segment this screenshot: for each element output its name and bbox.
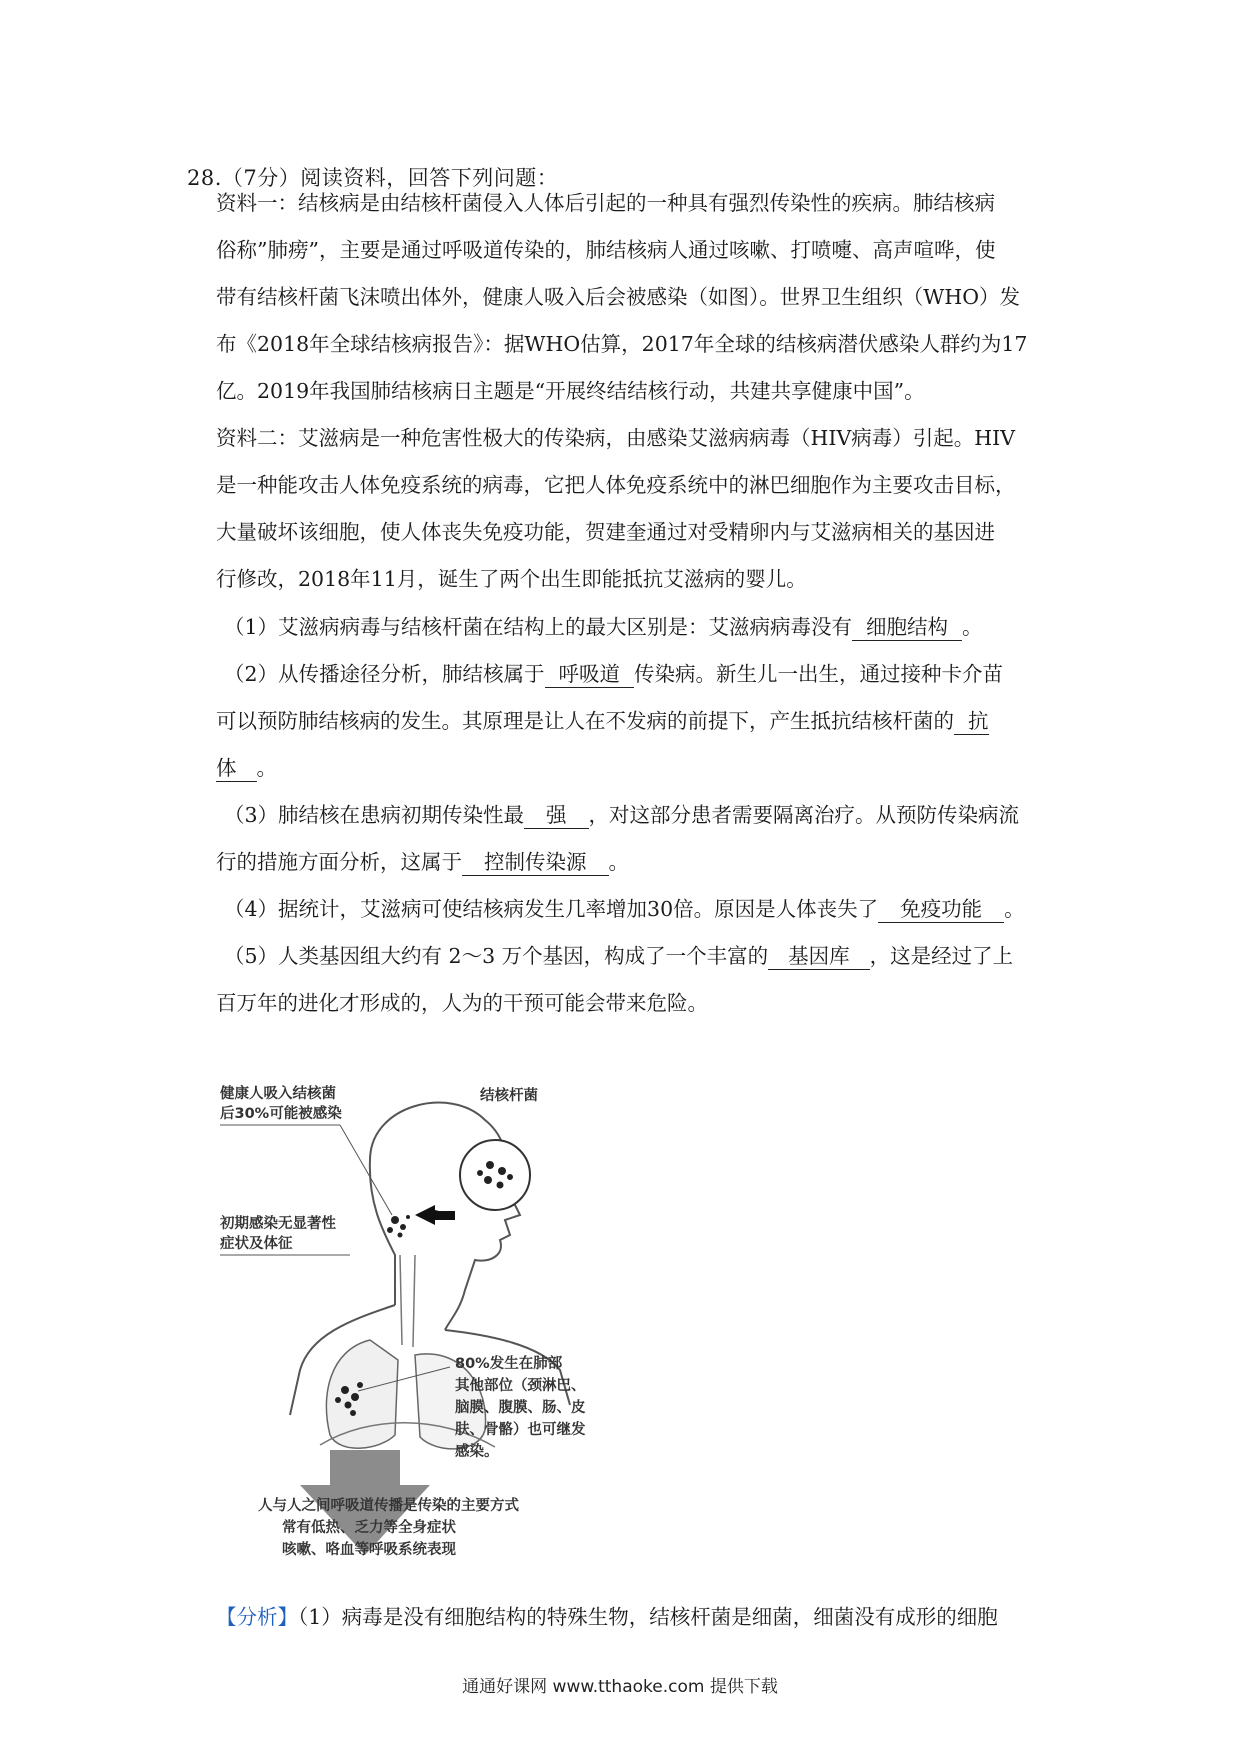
figure-label: 脑膜、腹膜、肠、皮 <box>455 1400 586 1416</box>
answer-blank: 体 <box>216 751 257 782</box>
material-one-line: 亿。2019年我国肺结核病日主题是“开展终结结核行动，共建共享健康中国”。 <box>216 379 925 403</box>
sub-question-2-line3 <box>216 751 277 782</box>
sub-question-3 <box>224 798 1019 829</box>
material-two-line: 大量破坏该细胞，使人体丧失免疫功能，贺建奎通过对受精卵内与艾滋病相关的基因进 <box>216 520 995 544</box>
figure-label: 症状及体征 <box>220 1236 293 1252</box>
material-two-line: 是一种能攻击人体免疫系统的病毒，它把人体免疫系统中的淋巴细胞作为主要攻击目标， <box>216 473 1016 497</box>
figure-label: 初期感染无显著性 <box>220 1216 336 1232</box>
analysis-tag: 【分析】 <box>216 1605 298 1629</box>
sub-question-text: （2）从传播途径分析，肺结核属于 <box>224 662 545 686</box>
figure-label: 感染。 <box>455 1444 499 1460</box>
sub-question-5-line2: 百万年的进化才形成的，人为的干预可能会带来危险。 <box>216 991 708 1015</box>
figure-label: 常有低热、乏力等全身症状 <box>282 1520 456 1536</box>
answer-blank: 呼吸道 <box>545 657 635 688</box>
sub-question-4 <box>224 892 1025 923</box>
material-one-line: 带有结核杆菌飞沫喷出体外，健康人吸入后会被感染（如图）。世界卫生组织（WHO）发 <box>216 285 1021 309</box>
figure-label: 后30%可能被感染 <box>220 1106 342 1122</box>
sub-question-2 <box>224 657 1003 688</box>
tuberculosis-illustration <box>220 1085 690 1565</box>
figure-label: 其他部位（颈淋巴、 <box>455 1378 586 1394</box>
analysis-line <box>216 1600 998 1630</box>
sub-question-text: 行的措施方面分析，这属于 <box>216 850 462 874</box>
figure-label: 80%发生在肺部 <box>455 1356 563 1372</box>
answer-blank: 细胞结构 <box>852 610 962 641</box>
figure-label: 健康人吸入结核菌 <box>220 1086 336 1102</box>
sub-question-2-line2 <box>216 704 989 735</box>
sub-question-text: ，对这部分患者需要隔离治疗。从预防传染病流 <box>588 803 1020 827</box>
sub-question-text: 传染病。新生儿一出生，通过接种卡介苗 <box>634 662 1004 686</box>
sub-question-5 <box>224 939 1013 970</box>
sub-question-text: ，这是经过了上 <box>869 944 1014 968</box>
sub-question-text: 。 <box>1004 897 1025 921</box>
sub-question-1 <box>224 610 983 641</box>
sub-question-text: （1）艾滋病病毒与结核杆菌在结构上的最大区别是：艾滋病病毒没有 <box>224 615 853 639</box>
answer-blank: 免疫功能 <box>878 892 1004 923</box>
answer-blank: 控制传染源 <box>462 845 609 876</box>
figure-label: 肤、骨骼）也可继发 <box>455 1422 586 1438</box>
question-title: 28.（7分）阅读资料，回答下列问题： <box>187 166 559 190</box>
sub-question-3-line2 <box>216 845 629 876</box>
material-one-line: 资料一：结核病是由结核杆菌侵入人体后引起的一种具有强烈传染性的疾病。肺结核病 <box>216 191 995 215</box>
figure-label: 结核杆菌 <box>480 1088 538 1104</box>
sub-question-text: 。 <box>608 850 629 874</box>
sub-question-text: （4）据统计，艾滋病可使结核病发生几率增加30倍。原因是人体丧失了 <box>224 897 879 921</box>
sub-question-text: 可以预防肺结核病的发生。其原理是让人在不发病的前提下，产生抵抗结核杆菌的 <box>216 709 954 733</box>
material-two-line: 资料二：艾滋病是一种危害性极大的传染病，由感染艾滋病病毒（HIV病毒）引起。HIV <box>216 426 1016 450</box>
analysis-text: （1）病毒是没有细胞结构的特殊生物，结核杆菌是细菌，细菌没有成形的细胞 <box>298 1605 998 1629</box>
tuberculosis-figure <box>220 1085 690 1565</box>
figure-label: 人与人之间呼吸道传播是传染的主要方式 <box>258 1498 519 1514</box>
material-one-line: 俗称”肺痨”，主要是通过呼吸道传染的，肺结核病人通过咳嗽、打喷嚏、高声喧哗，使 <box>216 238 996 262</box>
answer-blank: 基因库 <box>768 939 870 970</box>
answer-blank: 抗 <box>954 704 989 735</box>
sub-question-text: （3）肺结核在患病初期传染性最 <box>224 803 525 827</box>
sub-question-text: 。 <box>962 615 983 639</box>
material-two-line: 行修改，2018年11月，诞生了两个出生即能抵抗艾滋病的婴儿。 <box>216 567 807 591</box>
page-footer: 通通好课网 www.tthaoke.com 提供下载 <box>462 1677 778 1697</box>
material-one-line: 布《2018年全球结核病报告》：据WHO估算，2017年全球的结核病潜伏感染人群约为17 <box>216 332 1028 356</box>
sub-question-text: （5）人类基因组大约有 2～3 万个基因，构成了一个丰富的 <box>224 944 769 968</box>
answer-blank: 强 <box>524 798 589 829</box>
sub-question-text: 。 <box>256 756 277 780</box>
figure-label: 咳嗽、咯血等呼吸系统表现 <box>282 1542 456 1558</box>
